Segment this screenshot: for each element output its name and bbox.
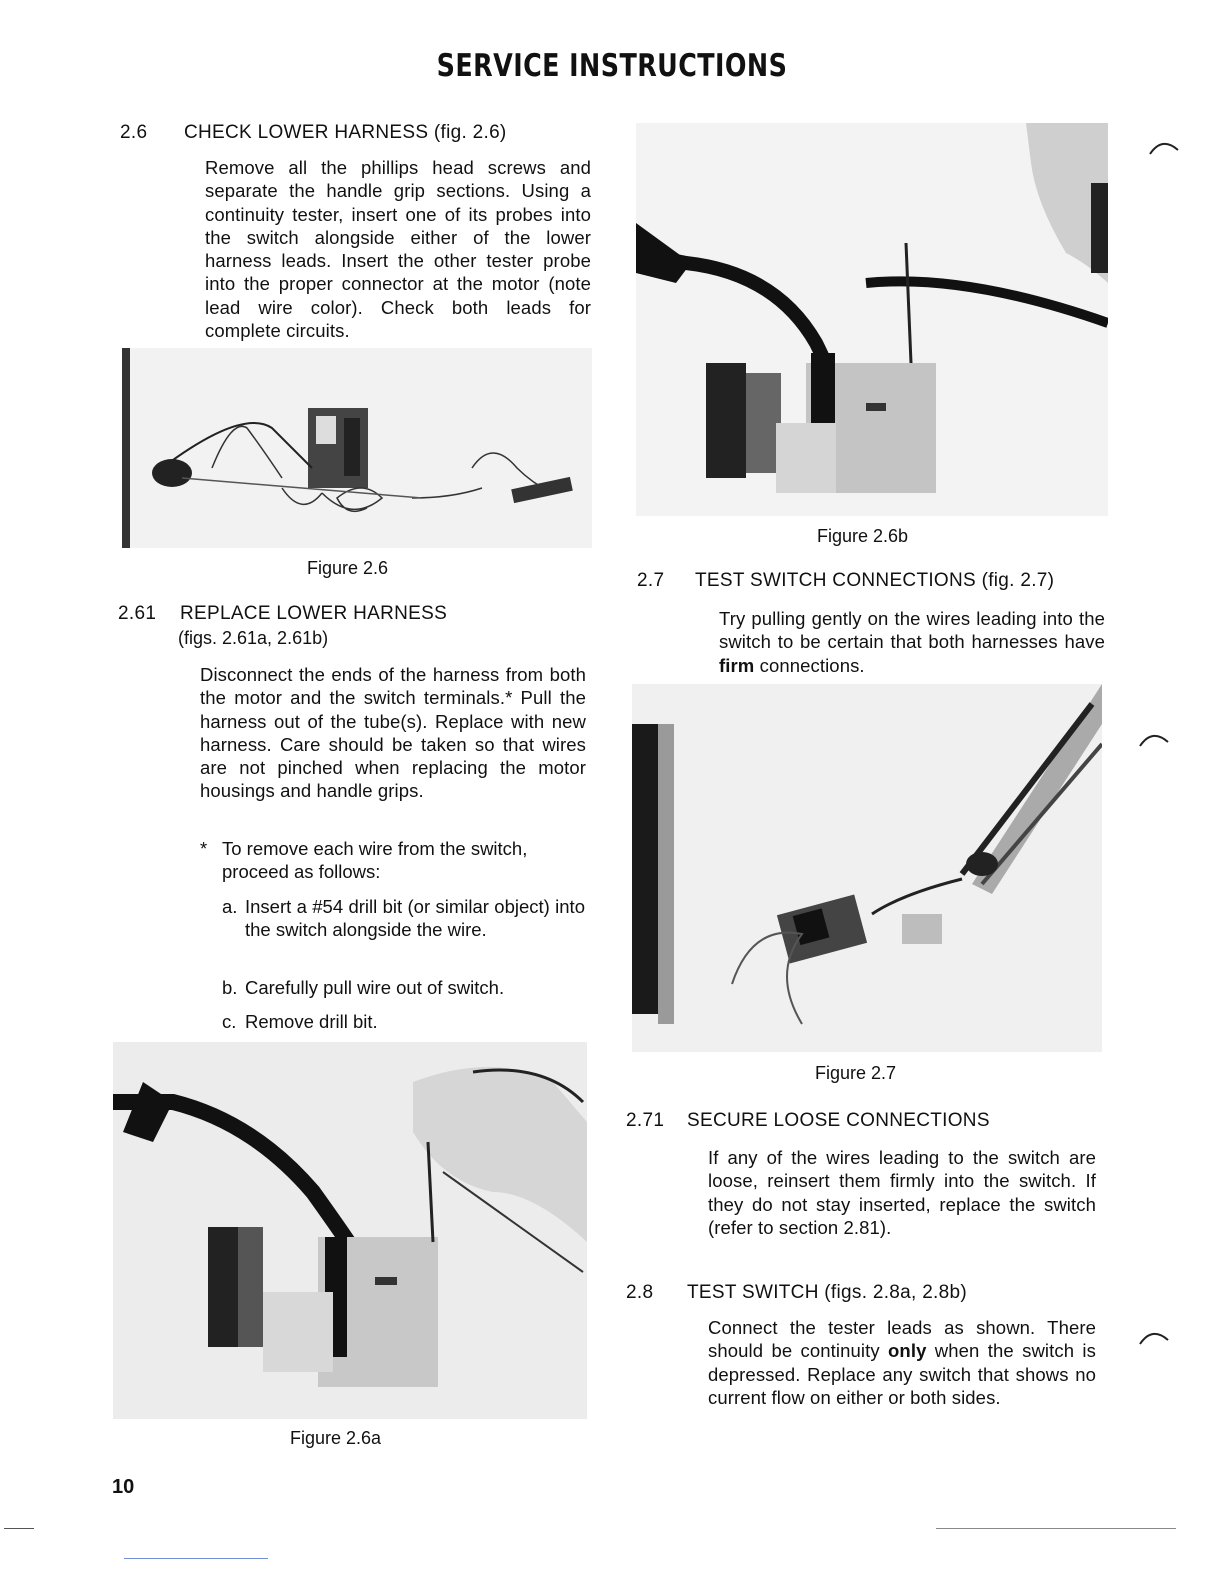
section-2-61-subheading: (figs. 2.61a, 2.61b) [178,628,329,648]
punch-hole-mark [1148,136,1188,166]
step-label: a. [222,896,238,917]
scan-edge-line [936,1528,1176,1529]
step-b [222,976,592,999]
section-2-7-heading [637,570,1117,594]
section-2-61-heading [118,603,598,627]
punch-hole-mark [1138,728,1178,758]
scan-edge-line [124,1558,268,1559]
section-2-6-heading [120,122,600,146]
punch-hole-mark [1138,1326,1178,1356]
section-2-61-body: Disconnect the ends of the harness from both the motor and the switch terminals.* Pull the harness out of the tube(s). Replace with new harness. Care should be taken so that wires are not pinched when replacing the motor housings and handle grips. [200,664,586,802]
figure-2-6a-caption: Figure 2.6a [290,1428,382,1448]
figure-2-7-caption: Figure 2.7 [815,1063,897,1083]
step-text: Carefully pull wire out of switch. [245,977,505,998]
body-text: Try pulling gently on the wires leading into the switch to be certain that both harnesses have [719,608,1105,653]
step-label: b. [222,977,238,998]
section-number: 2.61 [118,603,157,624]
body-emphasis: firm [719,654,755,676]
section-title: SECURE LOOSE CONNECTIONS [687,1110,990,1131]
section-number: 2.6 [120,122,148,143]
scan-edge-line [4,1528,34,1529]
section-2-7-body [719,607,1105,677]
footnote [200,837,600,883]
footnote-text: To remove each wire from the switch, proceed as follows: [222,838,528,882]
section-number: 2.7 [637,570,665,591]
step-label: c. [222,1011,237,1032]
figure-2-6b-photo [636,123,1108,516]
section-2-6-body: Remove all the phillips head screws and separate the handle grip sections. Using a continuity tester, insert one of its probes into the switch alongside either of the lower harness leads. Insert the other tester probe into the proper connector at the motor (note lead wire color). Check both leads for complete circuits. [205,157,591,342]
page-title: SERVICE INSTRUCTIONS [436,48,788,84]
figure-2-7-photo [632,684,1102,1052]
body-text: connections. [754,654,865,676]
section-title: REPLACE LOWER HARNESS [180,603,448,624]
section-number: 2.71 [626,1110,665,1131]
section-title: TEST SWITCH CONNECTIONS (fig. 2.7) [695,570,1055,591]
section-2-71-body: If any of the wires leading to the switch are loose, reinsert them firmly into the switch. If they do not stay inserted, replace the switch (refer to section 2.81). [708,1147,1096,1238]
section-number: 2.8 [626,1282,654,1303]
figure-2-6-caption: Figure 2.6 [307,558,389,578]
section-title: CHECK LOWER HARNESS (fig. 2.6) [184,122,507,143]
step-a [222,895,592,941]
step-text: Remove drill bit. [245,1011,378,1032]
page-number: 10 [112,1476,135,1498]
figure-2-6-photo [122,348,592,548]
body-emphasis: only [888,1340,927,1362]
figure-2-6b-caption: Figure 2.6b [817,526,909,546]
footnote-marker: * [200,838,208,859]
section-title: TEST SWITCH (figs. 2.8a, 2.8b) [687,1282,968,1303]
section-2-71-heading [626,1110,1106,1134]
section-2-8-body [708,1316,1096,1409]
step-text: Insert a #54 drill bit (or similar object) into the switch alongside the wire. [245,896,585,940]
body-text: Connect the tester leads as shown. There should be continuity [708,1317,1096,1362]
body-text: when the switch is depressed. Replace any switch that shows no current flow on either or both sides. [708,1340,1096,1408]
step-c [222,1010,592,1033]
section-2-8-heading [626,1282,1106,1306]
figure-2-6a-photo [113,1042,587,1419]
